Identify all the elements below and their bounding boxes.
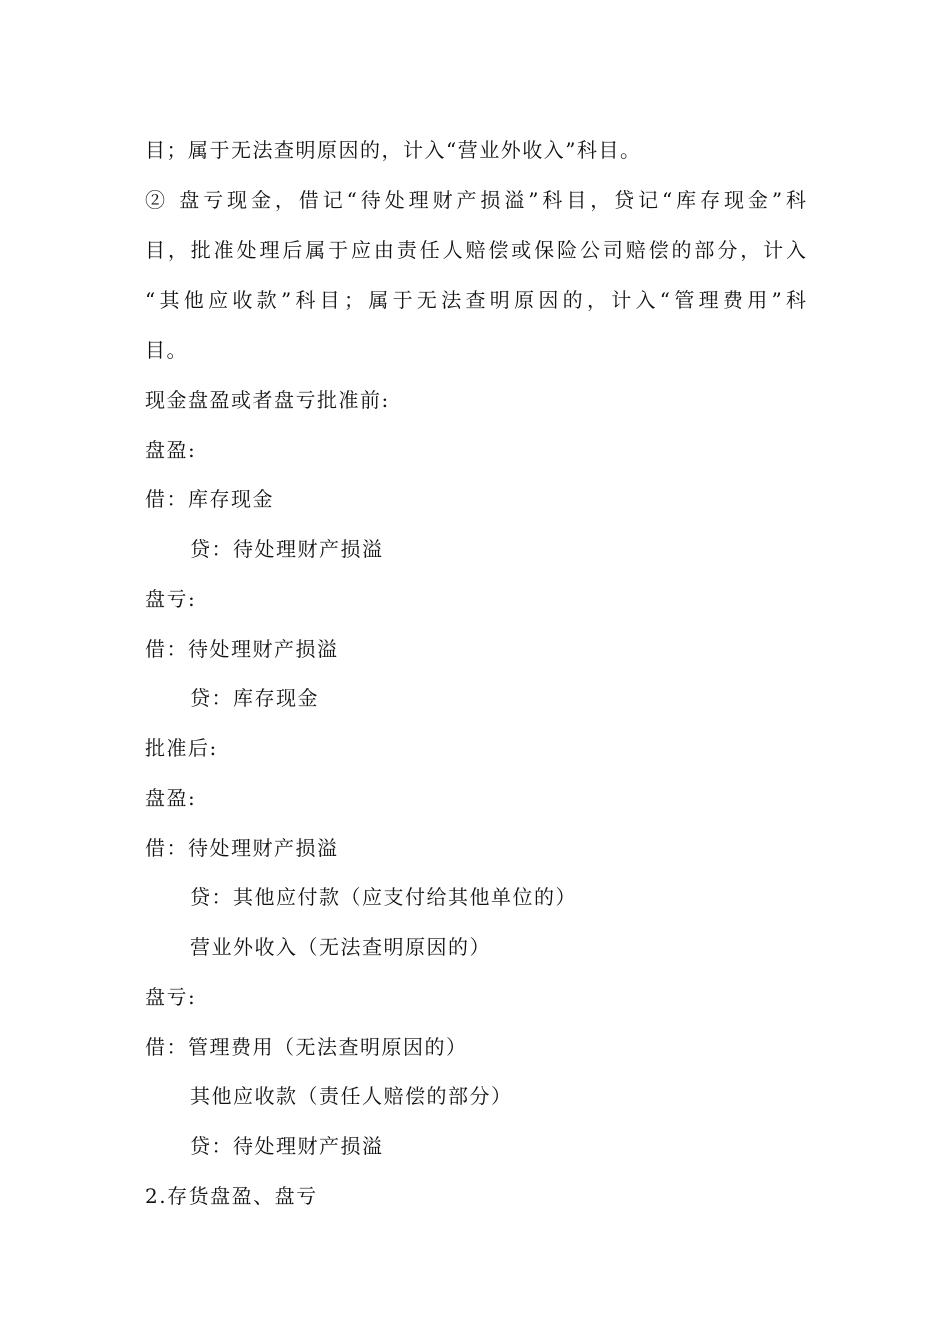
entry-heading: 盘盈:: [145, 438, 197, 462]
debit-entry: 借：待处理财产损溢: [145, 637, 339, 661]
paragraph-line: “其他应收款”科目；属于无法查明原因的，计入“管理费用”科: [145, 288, 806, 312]
section-heading: 2.存货盘盈、盘亏: [145, 1184, 318, 1208]
debit-entry: 借：库存现金: [145, 487, 274, 511]
credit-entry: 贷：库存现金: [190, 686, 319, 710]
entry-heading: 盘盈:: [145, 786, 197, 810]
credit-entry: 营业外收入（无法查明原因的）: [190, 935, 491, 959]
credit-entry: 贷：其他应付款（应支付给其他单位的）: [190, 885, 577, 909]
entry-heading: 盘亏:: [145, 985, 197, 1009]
section-label: 现金盘盈或者盘亏批准前:: [145, 388, 390, 412]
credit-entry: 贷：待处理财产损溢: [190, 1134, 384, 1158]
paragraph-line: 目，批准处理后属于应由责任人赔偿或保险公司赔偿的部分，计入: [145, 238, 806, 262]
entry-heading: 盘亏:: [145, 587, 197, 611]
debit-entry: 借：管理费用（无法查明原因的）: [145, 1035, 468, 1059]
paragraph-line: 目；属于无法查明原因的，计入“营业外收入”科目。: [145, 138, 642, 162]
section-label: 批准后:: [145, 736, 218, 760]
paragraph-line: 目。: [145, 338, 188, 362]
credit-entry: 贷：待处理财产损溢: [190, 537, 384, 561]
debit-entry: 借：待处理财产损溢: [145, 836, 339, 860]
paragraph-line: ② 盘亏现金，借记“待处理财产损溢”科目，贷记“库存现金”科: [145, 188, 806, 212]
debit-entry: 其他应收款（责任人赔偿的部分）: [190, 1084, 513, 1108]
